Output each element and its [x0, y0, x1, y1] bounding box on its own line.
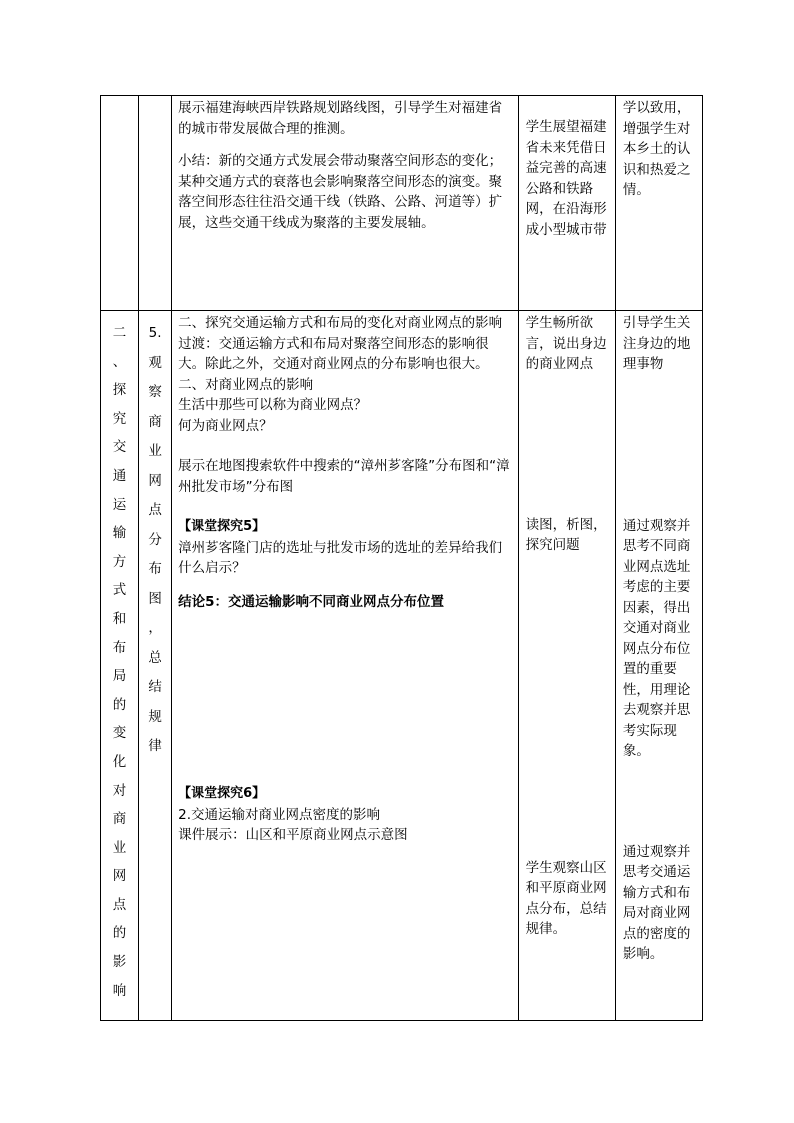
section-title-char: 对 — [112, 782, 127, 799]
design-intent-text: 学以致用，增强学生对本乡土的认识和热爱之情。 — [622, 100, 691, 198]
inquiry-6-line-2: 课件展示：山区和平原商业网点示意图 — [178, 827, 408, 843]
content-cell — [172, 96, 519, 311]
step-title-char: 察 — [148, 384, 162, 400]
step-title-char: 规 — [148, 708, 162, 725]
step-title-char: 观 — [148, 354, 162, 371]
student-activity-text: 学生观察山区和平原商业网点分布，总结规律。 — [525, 859, 607, 937]
step-title-char: 5. — [148, 325, 162, 341]
section-title-char: 通 — [112, 467, 127, 484]
sub-heading: 二、对商业网点的影响 — [178, 376, 314, 393]
step-title-char: 律 — [148, 738, 162, 754]
step-title-char: 网 — [148, 472, 162, 489]
section-title-char: 、 — [112, 353, 127, 370]
step-title-char: ， — [148, 620, 162, 636]
section-title-char: 局 — [112, 668, 127, 685]
design-intent-text: 通过观察并思考不同商业网点选址考虑的主要因素，得出交通对商业网点分布位置的重要性，用理论去观察并思考实际现象。 — [622, 517, 691, 759]
section-title-char: 的 — [112, 925, 127, 942]
lesson-plan-table — [100, 95, 703, 1021]
section-cell — [101, 96, 139, 311]
inquiry-6-title: 【课堂探究6】 — [178, 786, 266, 801]
step-title-char: 商 — [148, 413, 162, 430]
section-title-char: 响 — [112, 982, 127, 999]
step-title-char: 分 — [148, 531, 162, 548]
inquiry-6-line-1: 2.交通运输对商业网点密度的影响 — [178, 806, 380, 823]
design-intent-cell — [615, 311, 702, 1021]
section-title-char: 究 — [112, 410, 127, 427]
student-activity-cell — [518, 311, 615, 1021]
section-title-char: 化 — [112, 753, 127, 770]
section-title-char: 和 — [112, 610, 127, 627]
step-title-char: 业 — [148, 443, 162, 459]
section-title-char: 变 — [112, 725, 127, 742]
design-intent-text: 引导学生关注身边的地理事物 — [622, 315, 691, 372]
student-activity-cell — [518, 96, 615, 311]
section-title-char: 二 — [112, 325, 127, 341]
content-cell — [172, 311, 519, 1021]
section-title-char: 探 — [112, 382, 127, 399]
conclusion-5: 结论5：交通运输影响不同商业网点分布位置 — [178, 593, 445, 610]
design-intent-cell — [615, 96, 702, 311]
inquiry-5-title: 【课堂探究5】 — [178, 519, 266, 534]
section-title-char: 交 — [112, 439, 127, 456]
student-activity-text: 学生畅所欲言，说出身边的商业网点 — [525, 315, 607, 372]
section-heading: 二、探究交通运输方式和布局的变化对商业网点的影响 — [178, 315, 503, 331]
inquiry-5-text: 漳州芗客隆门店的选址与批发市场的选址的差异给我们什么启示？ — [178, 539, 503, 576]
question-text: 生活中那些可以称为商业网点？ — [178, 397, 368, 413]
student-activity-text: 学生展望福建省未来凭借日益完善的高速公路和铁路网，在沿海形成小型城市带 — [525, 119, 607, 238]
step-title-char: 点 — [148, 502, 162, 518]
summary-text: 小结：新的交通方式发展会带动聚落空间形态的变化；某种交通方式的衰落也会影响聚落空间形态的演变。聚落空间形态往往沿交通干线（铁路、公路、河道等）扩展，这些交通干线成为聚落的主要发展轴。 — [178, 153, 503, 231]
section-title-char: 网 — [112, 868, 127, 885]
step-title-char: 布 — [148, 561, 162, 577]
section-title-char: 方 — [112, 553, 127, 570]
step-title-vertical — [139, 323, 171, 766]
section-title-char: 点 — [112, 896, 127, 913]
section-title-char: 布 — [112, 639, 127, 656]
student-activity-text: 读图，析图，探究问题 — [525, 516, 607, 553]
section-title-char: 影 — [112, 954, 127, 971]
section-title-cell — [101, 311, 139, 1021]
section-title-char: 的 — [112, 696, 127, 713]
section-title-vertical — [101, 323, 138, 1009]
step-cell — [139, 96, 172, 311]
table-row — [101, 311, 703, 1021]
show-text: 展示在地图搜索软件中搜索的“漳州芗客隆”分布图和“漳州批发市场”分布图 — [178, 458, 510, 495]
transition-text: 过渡：交通运输方式和布局对聚落空间形态的影响很大。除此之外，交通对商业网点的分布影响也很大。 — [178, 335, 489, 372]
design-intent-text: 通过观察并思考交通运输方式和布局对商业网点的密度的影响。 — [622, 843, 691, 962]
section-title-char: 业 — [112, 839, 127, 856]
table-row — [101, 96, 703, 311]
section-title-char: 输 — [112, 525, 127, 542]
content-text: 展示福建海峡西岸铁路规划路线图，引导学生对福建省的城市带发展做合理的推测。 — [178, 100, 503, 137]
step-title-char: 结 — [148, 679, 162, 695]
section-title-char: 式 — [112, 582, 127, 599]
section-title-char: 商 — [112, 811, 127, 828]
step-title-char: 图 — [148, 590, 162, 607]
section-title-char: 运 — [112, 496, 127, 513]
step-title-cell — [139, 311, 172, 1021]
question-text: 何为商业网点？ — [178, 417, 273, 434]
step-title-char: 总 — [148, 649, 162, 666]
